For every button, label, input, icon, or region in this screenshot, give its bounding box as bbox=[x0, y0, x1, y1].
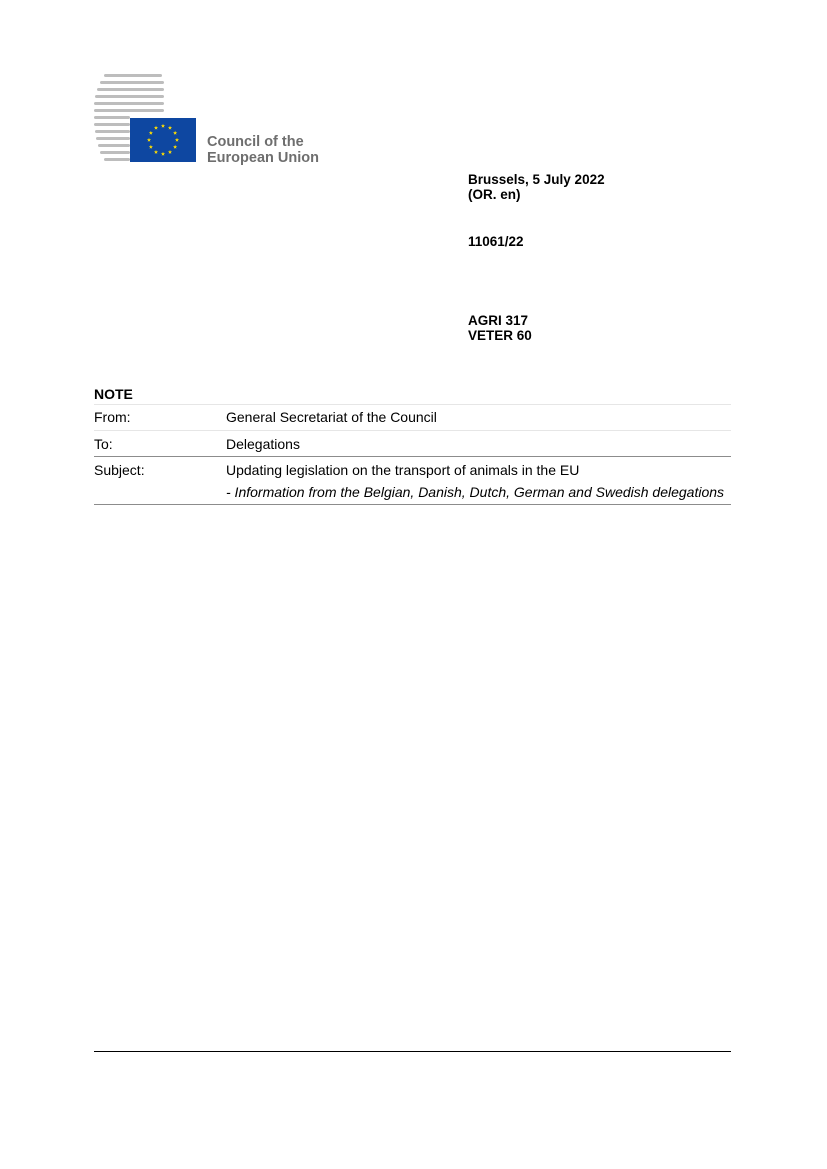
original-language: (OR. en) bbox=[468, 187, 521, 202]
council-logo bbox=[94, 74, 334, 166]
organisation-name bbox=[207, 134, 319, 166]
place-date: Brussels, 5 July 2022 bbox=[468, 172, 605, 187]
council-building-eu-flag-logo bbox=[94, 74, 204, 166]
subject-content bbox=[226, 462, 731, 500]
footer-rule bbox=[94, 1051, 731, 1052]
to-value: Delegations bbox=[226, 436, 300, 452]
classification-codes bbox=[468, 313, 532, 343]
subject-label: Subject: bbox=[94, 462, 145, 478]
from-row bbox=[94, 405, 731, 431]
code-agri: AGRI 317 bbox=[468, 313, 529, 328]
to-row bbox=[94, 431, 731, 457]
subject-subtitle: - Information from the Belgian, Danish, Dutch, German and Swedish delegations bbox=[226, 484, 725, 500]
document-date-block bbox=[468, 172, 605, 202]
code-veter: VETER 60 bbox=[468, 328, 532, 343]
org-name-line1: Council of the bbox=[207, 134, 304, 150]
note-title: NOTE bbox=[94, 386, 133, 402]
note-header-table bbox=[94, 404, 731, 505]
org-name-line2: European Union bbox=[207, 150, 319, 166]
from-value: General Secretariat of the Council bbox=[226, 409, 437, 425]
subject-row bbox=[94, 457, 731, 505]
document-number: 11061/22 bbox=[468, 234, 524, 249]
subject-value: Updating legislation on the transport of animals in the EU bbox=[226, 462, 580, 478]
to-label: To: bbox=[94, 436, 113, 452]
from-label: From: bbox=[94, 409, 131, 425]
